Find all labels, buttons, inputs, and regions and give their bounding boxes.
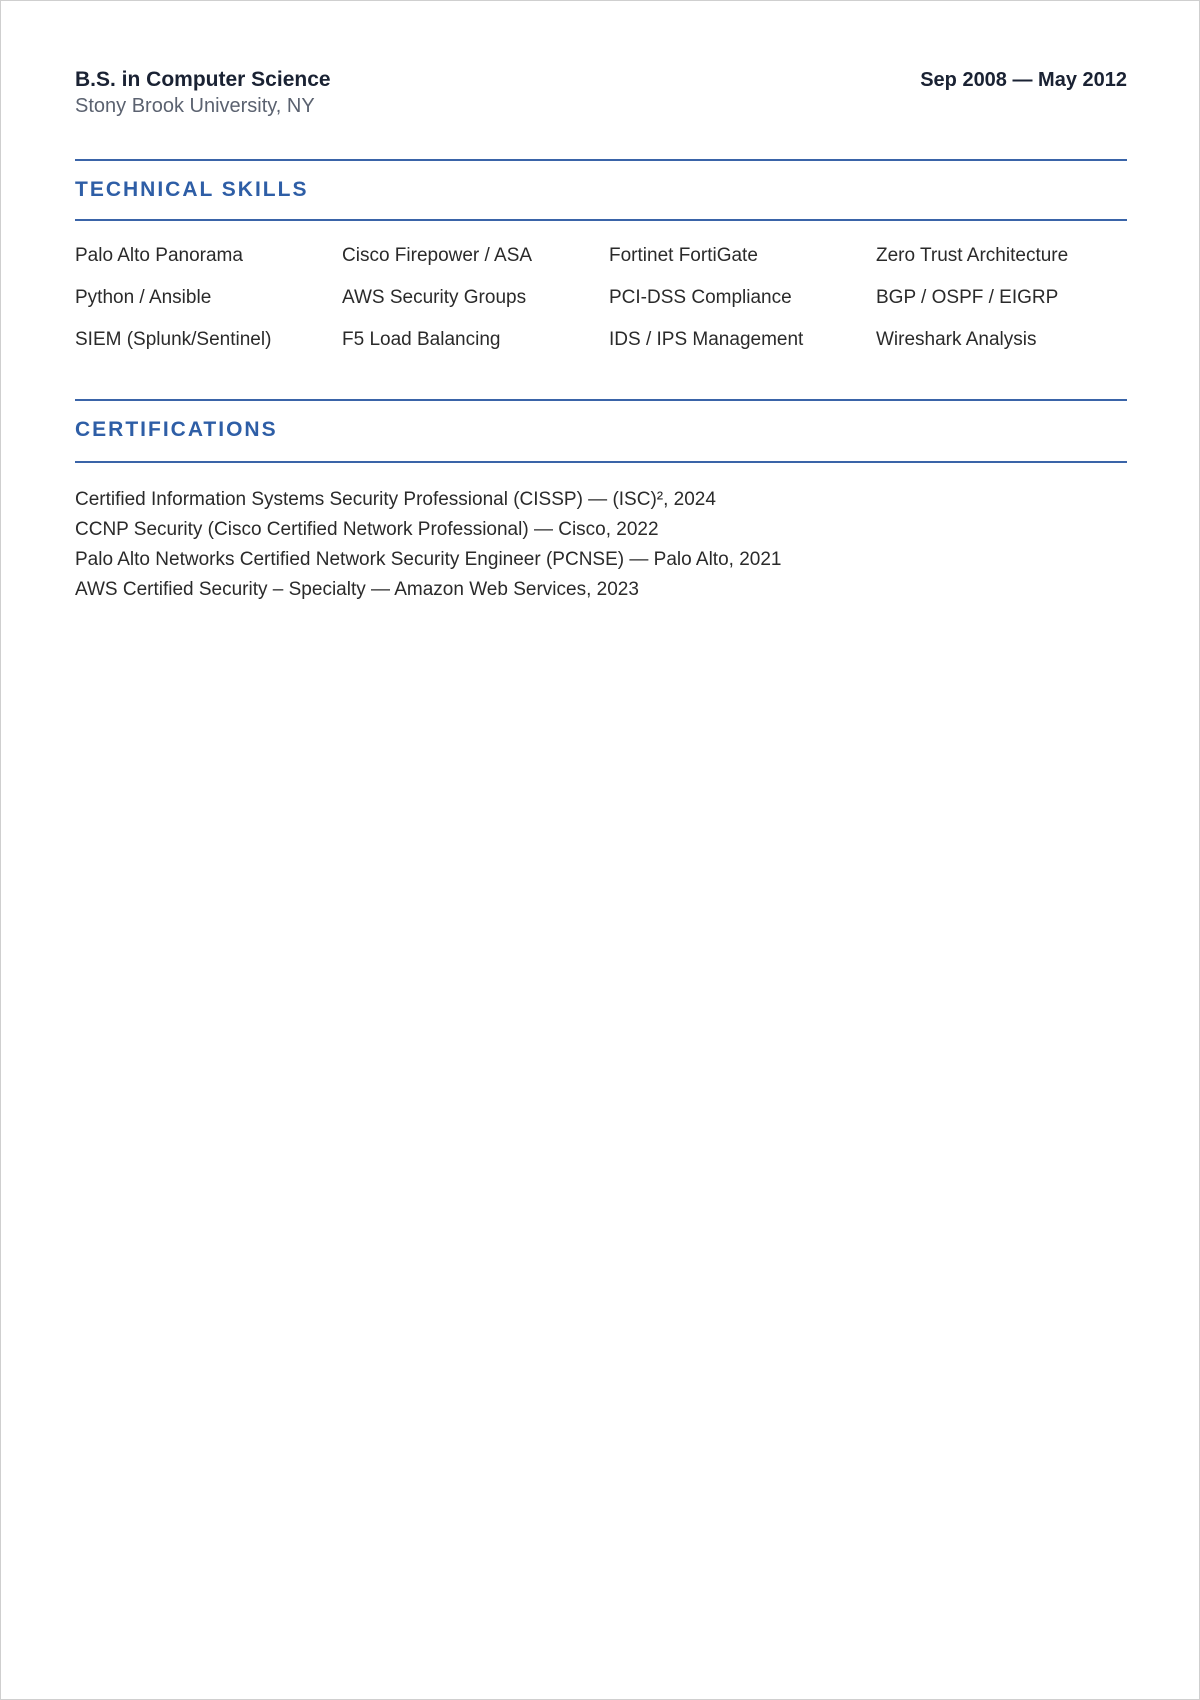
skill-item: Cisco Firepower / ASA [342, 245, 533, 266]
certification-item: CCNP Security (Cisco Certified Network Professional) — Cisco, 2022 [75, 519, 659, 540]
resume-content [75, 67, 1127, 605]
section-divider-top-skills [75, 159, 1127, 161]
section-divider-bottom-certifications [75, 461, 1127, 463]
skill-item: Python / Ansible [75, 287, 212, 308]
skill-item: SIEM (Splunk/Sentinel) [75, 329, 272, 350]
skill-item: AWS Security Groups [342, 287, 527, 308]
education-left [75, 67, 331, 119]
certification-item: Certified Information Systems Security Professional (CISSP) — (ISC)², 2024 [75, 489, 716, 510]
degree-title: B.S. in Computer Science [75, 68, 331, 91]
certification-item: AWS Certified Security – Specialty — Amazon Web Services, 2023 [75, 579, 639, 600]
skill-item: Fortinet FortiGate [609, 245, 758, 266]
section-title-certifications: CERTIFICATIONS [75, 418, 278, 441]
section-title-technical-skills: TECHNICAL SKILLS [75, 178, 309, 201]
certifications-list [75, 485, 1127, 605]
education-dates: Sep 2008 — May 2012 [920, 69, 1127, 91]
skill-item: IDS / IPS Management [609, 329, 804, 350]
skill-item: Zero Trust Architecture [876, 245, 1069, 266]
school-name: Stony Brook University, NY [75, 95, 315, 117]
section-divider-bottom-skills [75, 219, 1127, 221]
certification-item: Palo Alto Networks Certified Network Security Engineer (PCNSE) — Palo Alto, 2021 [75, 549, 782, 570]
skills-grid [75, 243, 1127, 353]
skill-item: F5 Load Balancing [342, 329, 501, 350]
skill-item: PCI-DSS Compliance [609, 287, 792, 308]
skill-item: Palo Alto Panorama [75, 245, 243, 266]
section-divider-top-certifications [75, 399, 1127, 401]
education-entry [75, 67, 1127, 119]
skill-item: BGP / OSPF / EIGRP [876, 287, 1059, 308]
skill-item: Wireshark Analysis [876, 329, 1037, 350]
